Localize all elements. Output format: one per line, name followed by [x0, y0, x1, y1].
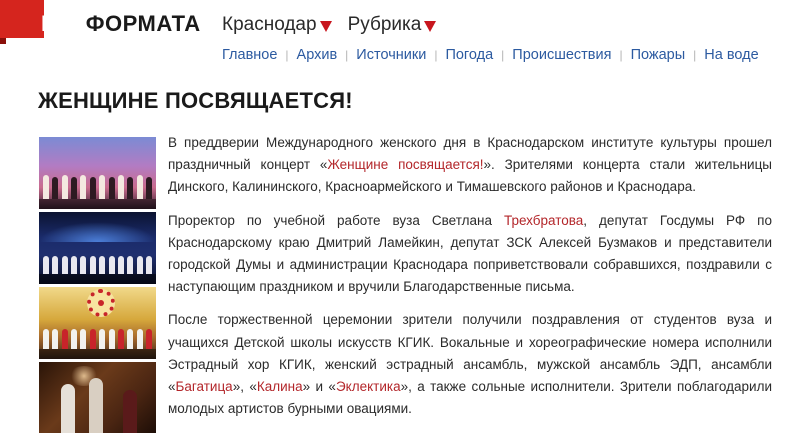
site-logo[interactable]	[0, 0, 200, 46]
text-run: », а также сольные исполнители. Зрители поблагодарили молодых артистов бурными овациями.	[168, 379, 772, 417]
nav-link-weather[interactable]: Погода	[445, 47, 494, 63]
nav-separator: |	[619, 48, 623, 62]
nav-link-sources[interactable]: Источники	[356, 47, 427, 63]
stage-light-decoration	[39, 222, 156, 242]
article-paragraph-1	[168, 132, 772, 199]
rubric-dropdown[interactable]	[348, 14, 437, 36]
text-run: ». Зрителями концерта стали жительницы Динского, Калининского, Красноармейского и Тимашевского районов и Краснодара.	[168, 157, 773, 195]
concert-photo-4[interactable]	[39, 362, 156, 433]
singer-decoration	[61, 384, 75, 433]
nav-separator: |	[501, 48, 505, 62]
text-run: , депутат Госдумы РФ по Краснодарскому краю Дмитрий Ламейкин, депутат ЗСК Алексей Бузмаков и представители городской Думы и администрации Краснодара поприветствовали собравшихся, поздравили с наступающим праздником и вручили Благодарственные письма.	[168, 212, 773, 295]
nav-link-fires[interactable]: Пожары	[630, 47, 686, 63]
nav-link-main[interactable]: Главное	[222, 47, 278, 63]
top-menu	[222, 14, 436, 36]
nav-link-archive[interactable]: Архив	[296, 47, 338, 63]
link-concert-name[interactable]: Женщине посвящается!	[327, 157, 484, 173]
text-run: После торжественной церемонии зрители получили поздравления от студентов вуза и учащихся Детской школы искусств КГИК. Вокальные и хореографические номера исполнили Эстрадный хор КГИК, женский эстрадный ансамбль, мужской ансамбль ЭДП, ансамбли «	[168, 312, 772, 395]
photo-column	[39, 137, 156, 433]
performers-decoration	[43, 173, 152, 199]
nav-link-on-water[interactable]: На воде	[704, 47, 759, 63]
singer-decoration	[89, 378, 103, 433]
nav-separator: |	[693, 48, 697, 62]
ornament-decoration	[87, 289, 115, 317]
concert-photo-2[interactable]	[39, 212, 156, 284]
article-paragraph-3	[168, 309, 772, 420]
logo-part-formata: ФОРМАТА	[85, 11, 201, 36]
region-dropdown[interactable]	[222, 14, 332, 36]
logo-part-bez: БЕЗ	[41, 11, 87, 36]
singer-decoration	[123, 390, 137, 433]
nav-separator: |	[434, 48, 438, 62]
article-body	[168, 132, 772, 431]
article-paragraph-2	[168, 210, 772, 299]
performers-decoration	[43, 323, 152, 349]
text-run: Проректор по учебной работе вуза Светлана	[168, 212, 504, 228]
section-nav	[222, 47, 759, 63]
caret-down-icon	[424, 21, 436, 32]
nav-separator: |	[285, 48, 289, 62]
concert-photo-3[interactable]	[39, 287, 156, 359]
performers-decoration	[43, 248, 152, 274]
concert-photo-1[interactable]	[39, 137, 156, 209]
text-run: В преддверии Международного женского дня в Краснодарском институте культуры прошел праздничный концерт «	[168, 135, 772, 173]
nav-link-incidents[interactable]: Происшествия	[512, 47, 612, 63]
link-trekhbratova[interactable]: Трехбратова	[503, 212, 584, 228]
logo-text	[41, 11, 201, 37]
nav-separator: |	[345, 48, 349, 62]
link-bagatitsa[interactable]: Багатица	[175, 379, 233, 395]
stage-floor	[39, 349, 156, 359]
link-eklektika[interactable]: Эклектика	[335, 379, 401, 395]
stage-floor	[39, 274, 156, 284]
link-kalina[interactable]: Калина	[256, 379, 303, 395]
rubric-dropdown-label: Рубрика	[347, 14, 422, 35]
text-run: », «	[232, 379, 257, 395]
text-run: » и «	[302, 379, 336, 395]
logo-red-block	[0, 0, 44, 38]
region-dropdown-label: Краснодар	[222, 14, 317, 35]
caret-down-icon	[320, 21, 332, 32]
stage-floor	[39, 199, 156, 209]
article-title: ЖЕНЩИНЕ ПОСВЯЩАЕТСЯ!	[38, 88, 353, 113]
